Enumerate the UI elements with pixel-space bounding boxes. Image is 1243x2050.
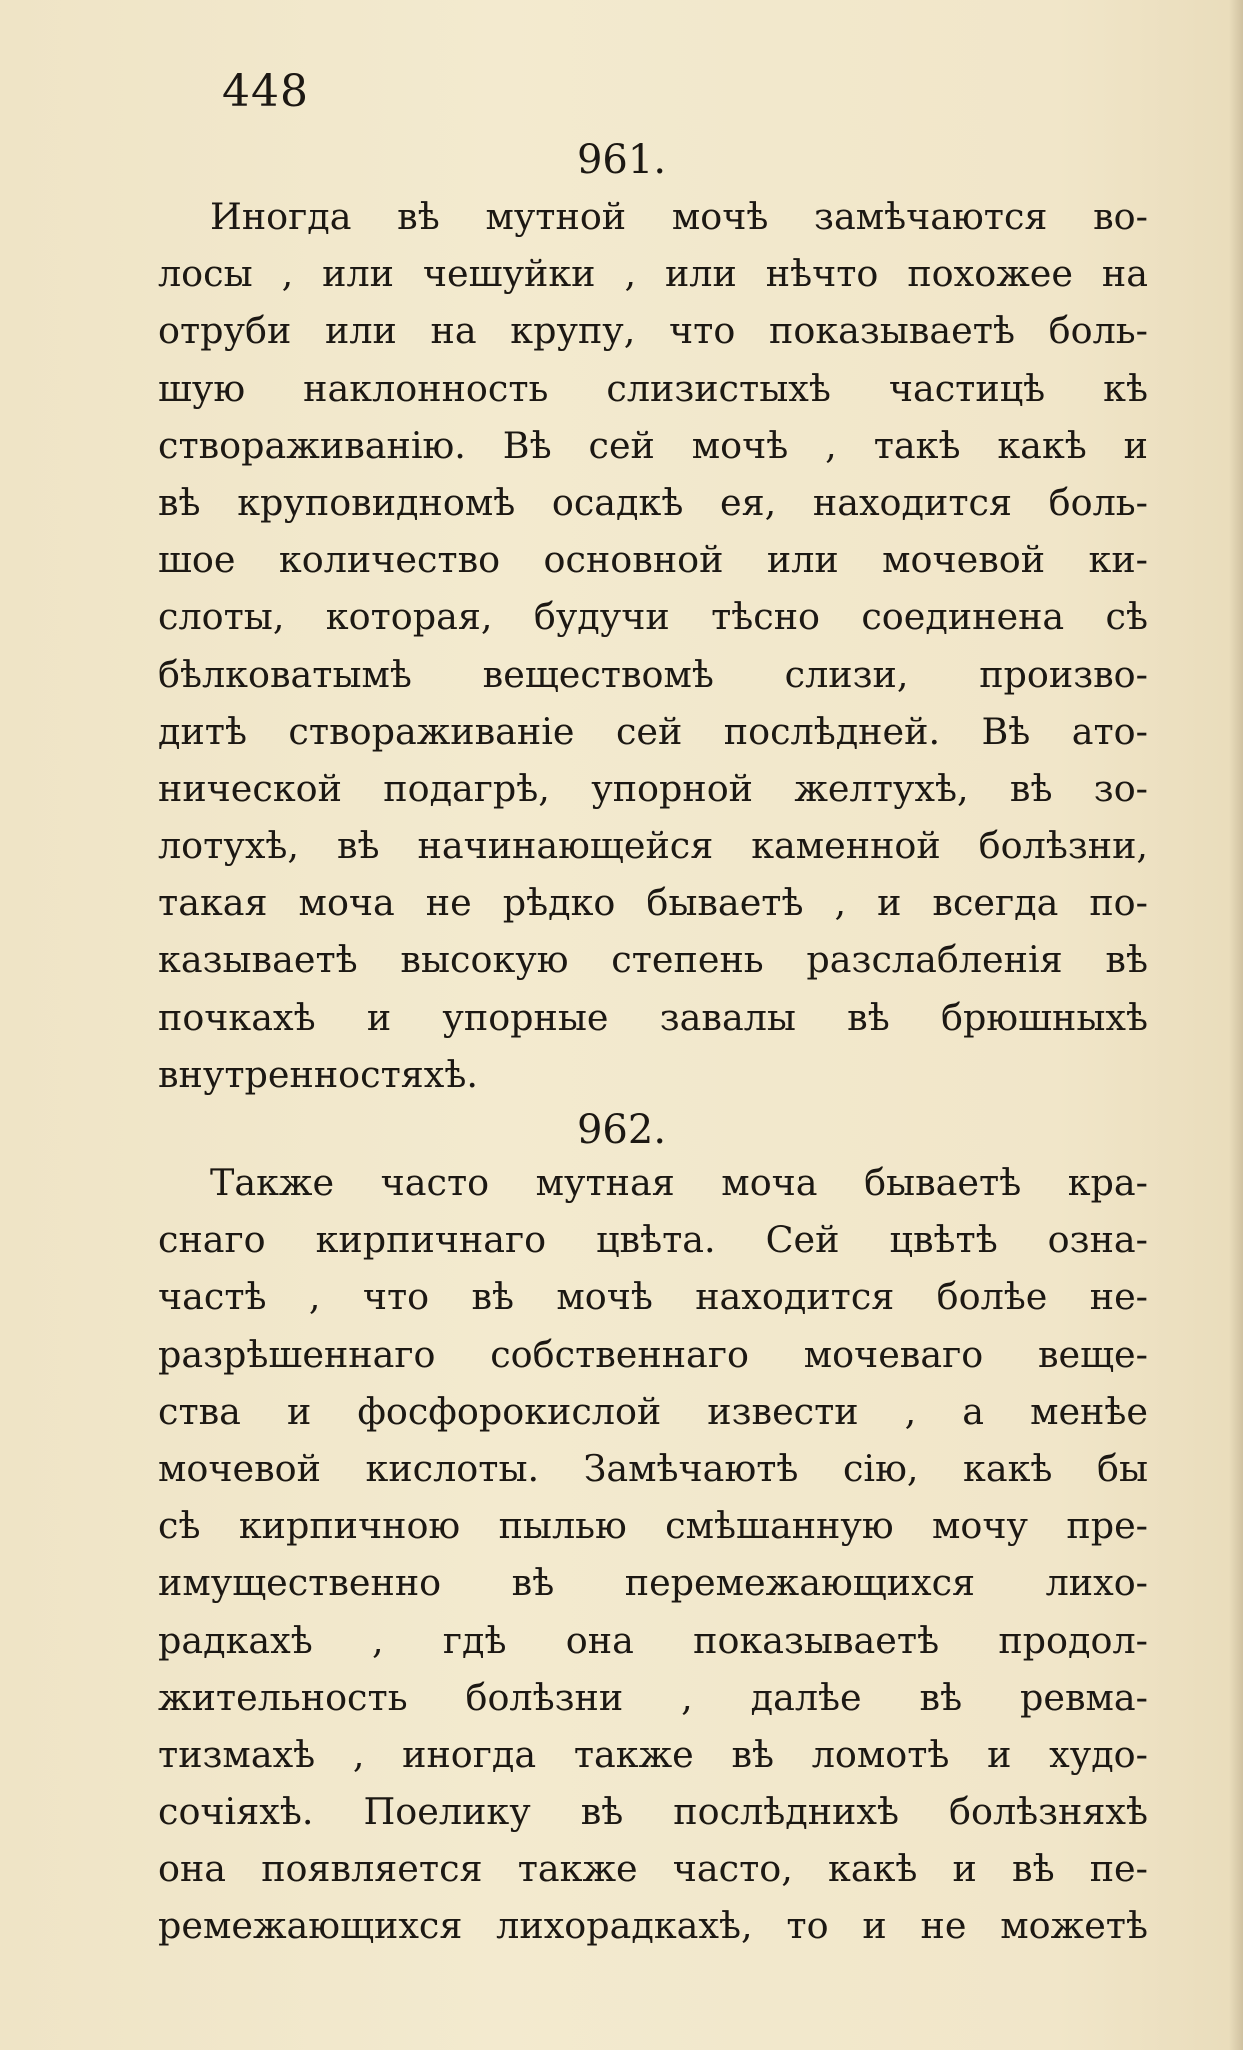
section-number-961: 961.: [576, 137, 667, 183]
text-line: шую наклонность слизистыхѣ частицѣ кѣ: [158, 366, 1148, 410]
text-line: ремежающихся лихорадкахѣ, то и не можетѣ: [158, 1904, 1148, 1948]
text-line: внутренностяхѣ.: [158, 1052, 478, 1096]
page-edge-shadow: [1229, 0, 1243, 2050]
text-line: радкахѣ , гдѣ она показываетѣ продол-: [158, 1618, 1148, 1662]
text-line: Также часто мутная моча бываетѣ кра-: [210, 1161, 1148, 1204]
text-line: лотухѣ, вѣ начинающейся каменной болѣзни,: [158, 824, 1148, 868]
text-line: казываетѣ высокую степень разслабленія вѣ: [158, 938, 1148, 982]
page-number: 448: [222, 66, 309, 117]
text-line: имущественно вѣ перемежающихся лихо-: [158, 1561, 1148, 1605]
text-line: Иногда вѣ мутной мочѣ замѣчаются во-: [210, 195, 1148, 238]
text-line: сочіяхѣ. Поелику вѣ послѣднихѣ болѣзняхѣ: [158, 1790, 1148, 1834]
paragraph-962: [158, 1154, 1148, 1955]
text-line: бѣлковатымѣ веществомѣ слизи, произво-: [158, 652, 1148, 696]
text-line: слоты, которая, будучи тѣсно соединена сѣ: [158, 595, 1148, 639]
text-line: тизмахѣ , иногда также вѣ ломотѣ и худо-: [158, 1732, 1148, 1776]
text-line: ства и фосфорокислой извести , а менѣе: [158, 1389, 1148, 1433]
text-line: нической подагрѣ, упорной желтухѣ, вѣ зо-: [158, 766, 1148, 810]
text-line: разрѣшеннаго собственнаго мочеваго веще-: [158, 1332, 1148, 1376]
text-line: дитѣ створаживаніе сей послѣдней. Вѣ ато-: [158, 709, 1148, 753]
text-line: жительность болѣзни , далѣе вѣ ревма-: [158, 1675, 1148, 1719]
text-line: створаживанію. Вѣ сей мочѣ , такѣ какѣ и: [158, 423, 1148, 467]
text-line: она появляется также часто, какѣ и вѣ пе-: [158, 1847, 1148, 1891]
text-line: частѣ , что вѣ мочѣ находится болѣе не-: [158, 1275, 1148, 1319]
text-line: лосы , или чешуйки , или нѣчто похожее на: [158, 252, 1148, 296]
paragraph-961: [158, 188, 1148, 1103]
text-line: почкахѣ и упорные завалы вѣ брюшныхѣ: [158, 995, 1148, 1039]
text-line: шое количество основной или мочевой ки-: [158, 538, 1148, 582]
section-number-962: 962.: [576, 1107, 667, 1153]
text-line: мочевой кислоты. Замѣчаютѣ сію, какѣ бы: [158, 1446, 1148, 1490]
text-line: снаго кирпичнаго цвѣта. Сей цвѣтѣ озна-: [158, 1218, 1148, 1262]
text-line: такая моча не рѣдко бываетѣ , и всегда по-: [158, 881, 1148, 925]
text-line: отруби или на крупу, что показываетѣ боль-: [158, 309, 1148, 353]
text-line: вѣ круповидномѣ осадкѣ ея, находится боль-: [158, 480, 1148, 524]
text-line: сѣ кирпичною пылью смѣшанную мочу пре-: [158, 1504, 1148, 1548]
